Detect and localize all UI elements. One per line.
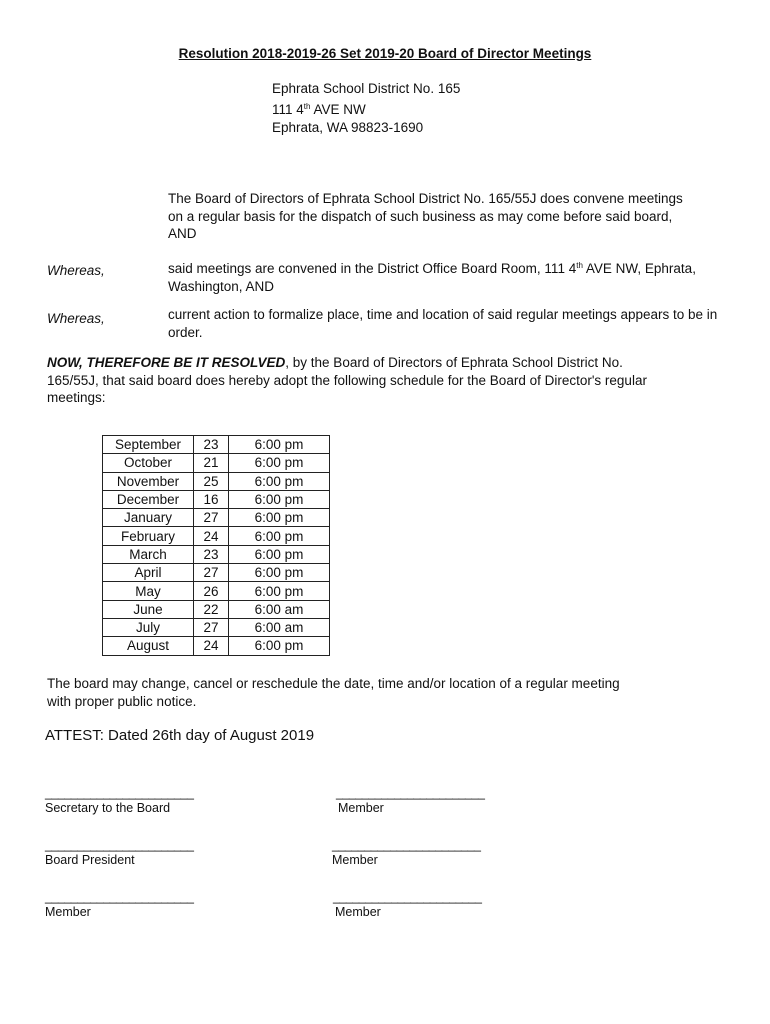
- whereas-label-1: Whereas,: [47, 263, 105, 278]
- schedule-day: 22: [194, 600, 229, 618]
- signature-label: Member: [338, 801, 384, 815]
- schedule-row: [103, 527, 330, 545]
- schedule-day: 25: [194, 472, 229, 490]
- schedule-month: July: [103, 618, 194, 636]
- schedule-time: 6:00 pm: [229, 436, 330, 454]
- schedule-day: 24: [194, 527, 229, 545]
- schedule-time: 6:00 pm: [229, 637, 330, 655]
- signature-line: _______________________: [332, 838, 481, 852]
- signature-label: Secretary to the Board: [45, 801, 171, 815]
- signature-label: Member: [45, 905, 91, 919]
- schedule-month: March: [103, 545, 194, 563]
- signature-label: Board President: [45, 853, 135, 867]
- whereas-label-2: Whereas,: [47, 311, 105, 326]
- schedule-time: 6:00 pm: [229, 582, 330, 600]
- schedule-time: 6:00 pm: [229, 472, 330, 490]
- schedule-month: August: [103, 637, 194, 655]
- signature-line: _______________________: [45, 786, 194, 800]
- document-title: Resolution 2018-2019-26 Set 2019-20 Board of Director Meetings: [178, 46, 592, 61]
- whereas-text-1: [168, 257, 728, 295]
- signature-line: _______________________: [45, 838, 194, 852]
- schedule-time: 6:00 pm: [229, 527, 330, 545]
- address-street-name: AVE NW: [310, 102, 366, 117]
- signature-block-member-4: [333, 891, 481, 919]
- schedule-month: June: [103, 600, 194, 618]
- whereas-text-2: current action to formalize place, time and location of said regular meetings appears to be in order.: [168, 307, 718, 340]
- schedule-day: 21: [194, 454, 229, 472]
- schedule-month: January: [103, 509, 194, 527]
- signature-label: Member: [335, 905, 381, 919]
- schedule-row: [103, 454, 330, 472]
- schedule-month: December: [103, 490, 194, 508]
- schedule-month: February: [103, 527, 194, 545]
- signature-block-secretary: [45, 787, 193, 815]
- schedule-row: [103, 600, 330, 618]
- schedule-time: 6:00 pm: [229, 509, 330, 527]
- schedule-row: [103, 618, 330, 636]
- signature-block-member-2: [332, 839, 480, 867]
- meeting-schedule-table: [102, 435, 330, 656]
- schedule-day: 24: [194, 637, 229, 655]
- schedule-day: 16: [194, 490, 229, 508]
- schedule-day: 27: [194, 564, 229, 582]
- whereas-text-1-suffix: th: [576, 261, 583, 270]
- schedule-month: May: [103, 582, 194, 600]
- schedule-month: November: [103, 472, 194, 490]
- address-ordinal-suffix: th: [303, 102, 311, 111]
- signature-block-member-1: [336, 787, 484, 815]
- address-line-2: [272, 98, 460, 119]
- address-line-1: Ephrata School District No. 165: [272, 81, 461, 96]
- schedule-month: April: [103, 564, 194, 582]
- whereas-text-1-end: AVE NW, Ephrata, Washington, AND: [168, 261, 696, 294]
- schedule-row: [103, 564, 330, 582]
- schedule-row: [103, 545, 330, 563]
- schedule-time: 6:00 pm: [229, 490, 330, 508]
- schedule-time: 6:00 pm: [229, 564, 330, 582]
- signature-label: Member: [332, 853, 378, 867]
- address-line-3: Ephrata, WA 98823-1690: [272, 120, 424, 135]
- whereas-text-1-start: said meetings are convened in the District Office Board Room, 111 4: [168, 261, 577, 276]
- schedule-month: October: [103, 454, 194, 472]
- intro-paragraph: The Board of Directors of Ephrata School District No. 165/55J does convene meetings on a regular basis for the dispatch of such business as may come before said board, AND: [168, 191, 683, 241]
- signature-block-president: [45, 839, 193, 867]
- district-address: [272, 80, 460, 137]
- schedule-row: [103, 472, 330, 490]
- schedule-row: [103, 490, 330, 508]
- schedule-day: 26: [194, 582, 229, 600]
- schedule-time: 6:00 am: [229, 618, 330, 636]
- schedule-day: 27: [194, 618, 229, 636]
- schedule-time: 6:00 pm: [229, 454, 330, 472]
- signature-line: _______________________: [336, 786, 485, 800]
- schedule-row: [103, 637, 330, 655]
- schedule-row: [103, 509, 330, 527]
- schedule-day: 27: [194, 509, 229, 527]
- board-note: The board may change, cancel or reschedule the date, time and/or location of a regular meeting with proper public notice.: [47, 676, 620, 709]
- address-street-number: 111 4: [272, 102, 304, 117]
- schedule-row: [103, 436, 330, 454]
- signature-block-member-3: [45, 891, 193, 919]
- schedule-time: 6:00 pm: [229, 545, 330, 563]
- resolved-text: , by the Board of Directors of Ephrata School District No. 165/55J, that said board does hereby adopt the following schedule for the Board of Director's regular meetings:: [47, 355, 647, 405]
- schedule-month: September: [103, 436, 194, 454]
- attest-line: ATTEST: Dated 26th day of August 2019: [45, 727, 315, 744]
- signature-line: _______________________: [45, 890, 194, 904]
- schedule-day: 23: [194, 545, 229, 563]
- schedule-row: [103, 582, 330, 600]
- schedule-day: 23: [194, 436, 229, 454]
- signature-line: _______________________: [333, 890, 482, 904]
- resolved-lead: NOW, THEREFORE BE IT RESOLVED: [47, 355, 286, 370]
- resolved-paragraph: [47, 354, 657, 407]
- schedule-time: 6:00 am: [229, 600, 330, 618]
